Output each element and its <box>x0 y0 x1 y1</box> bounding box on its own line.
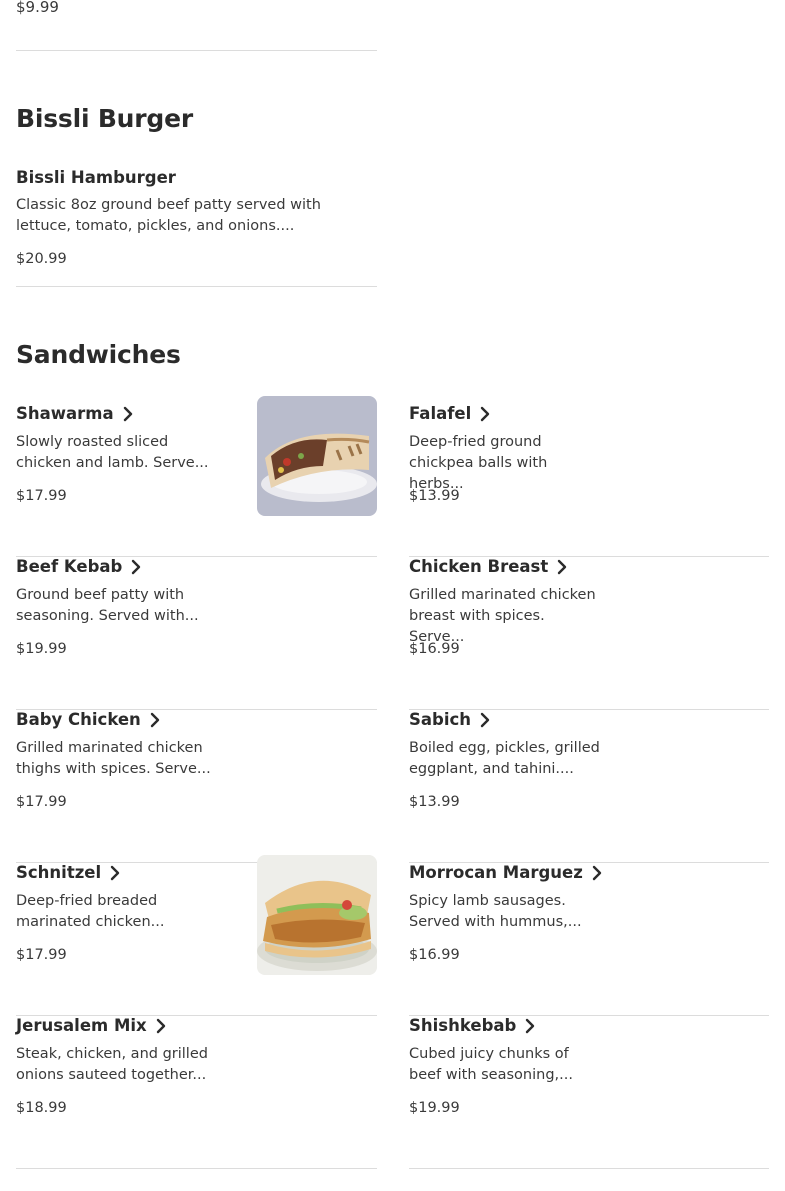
menu-item-description: Ground beef patty with seasoning. Served with... <box>16 587 199 624</box>
menu-item-beef-kebab[interactable] <box>16 557 377 710</box>
menu-item-description: Cubed juicy chunks of beef with seasoning,... <box>409 1046 573 1083</box>
chevron-right-icon <box>155 1018 167 1034</box>
menu-item-price: $17.99 <box>16 794 67 810</box>
menu-item-name-text: Morrocan Marguez <box>409 863 583 882</box>
chevron-right-icon <box>556 559 568 575</box>
menu-item-name <box>16 557 142 576</box>
menu-item-price: $16.99 <box>409 641 460 657</box>
menu-item-description: Steak, chicken, and grilled onions sauteed together... <box>16 1046 208 1083</box>
menu-item-name-text: Jerusalem Mix <box>16 1016 147 1035</box>
menu-item-name-text: Sabich <box>409 710 472 729</box>
menu-item-description: Slowly roasted sliced chicken and lamb. Serve... <box>16 434 209 471</box>
menu-item-name-text: Shishkebab <box>409 1016 517 1035</box>
menu-item-shishkebab[interactable] <box>409 1016 769 1169</box>
menu-item-price: $18.99 <box>16 1100 67 1116</box>
menu-item-schnitzel[interactable] <box>16 863 377 1016</box>
menu-item-morrocan-marguez[interactable] <box>409 863 769 1016</box>
menu-item-name-text: Beef Kebab <box>16 557 123 576</box>
schnitzel-pita-photo[interactable] <box>257 855 377 975</box>
menu-item-description: Grilled marinated chicken breast with spices. Serve... <box>409 587 596 645</box>
menu-item-price: $19.99 <box>16 641 67 657</box>
chevron-right-icon <box>130 559 142 575</box>
menu-item-name <box>409 1016 536 1035</box>
menu-item-name <box>16 1016 167 1035</box>
menu-item-price: $19.99 <box>409 1100 460 1116</box>
menu-item-description: Classic 8oz ground beef patty served with lettuce, tomato, pickles, and onions.... <box>16 197 321 234</box>
menu-item-name <box>16 863 121 882</box>
menu-item-falafel[interactable] <box>409 404 769 557</box>
menu-item-baby-chicken[interactable] <box>16 710 377 863</box>
menu-item-price: $20.99 <box>16 251 67 267</box>
chevron-right-icon <box>524 1018 536 1034</box>
menu-item-price: $13.99 <box>409 488 460 504</box>
menu-item-description: Spicy lamb sausages. Served with hummus,... <box>409 893 582 930</box>
chevron-right-icon <box>109 865 121 881</box>
divider <box>16 50 377 51</box>
menu-item-description: Grilled marinated chicken thighs with spices. Serve... <box>16 740 211 777</box>
menu-item-name-text: Falafel <box>409 404 472 423</box>
menu-item-name <box>409 557 568 576</box>
menu-item-name-text: Chicken Breast <box>409 557 549 576</box>
chevron-right-icon <box>122 406 134 422</box>
menu-item-shawarma[interactable] <box>16 404 377 557</box>
chevron-right-icon <box>149 712 161 728</box>
menu-item-name <box>16 710 161 729</box>
chevron-right-icon <box>479 406 491 422</box>
divider <box>16 286 377 287</box>
menu-item-bissli-hamburger[interactable] <box>16 168 377 287</box>
menu-item-name <box>409 404 491 423</box>
menu-item-price: $13.99 <box>409 794 460 810</box>
divider <box>16 1168 377 1169</box>
menu-item-sabich[interactable] <box>409 710 769 863</box>
menu-item-name <box>16 404 134 423</box>
menu-item-description: Boiled egg, pickles, grilled eggplant, and tahini.... <box>409 740 600 777</box>
section-title-bissli-burger: Bissli Burger <box>16 104 193 133</box>
menu-item-price: $17.99 <box>16 488 67 504</box>
menu-item-name <box>409 863 603 882</box>
menu-item-name <box>409 710 491 729</box>
chevron-right-icon <box>591 865 603 881</box>
menu-item-name-text: Baby Chicken <box>16 710 141 729</box>
menu-item-name: Bissli Hamburger <box>16 168 176 187</box>
menu-item-price: $17.99 <box>16 947 67 963</box>
menu-item-description: Deep-fried ground chickpea balls with herbs... <box>409 434 548 492</box>
menu-item-name-text: Shawarma <box>16 404 114 423</box>
menu-item-chicken-breast[interactable] <box>409 557 769 710</box>
section-title-sandwiches: Sandwiches <box>16 340 181 369</box>
menu-item-jerusalem-mix[interactable] <box>16 1016 377 1169</box>
shawarma-wrap-photo[interactable] <box>257 396 377 516</box>
previous-item-price: $9.99 <box>16 0 59 16</box>
menu-item-name-text: Schnitzel <box>16 863 102 882</box>
menu-item-description: Deep-fried breaded marinated chicken... <box>16 893 165 930</box>
chevron-right-icon <box>479 712 491 728</box>
menu-item-price: $16.99 <box>409 947 460 963</box>
divider <box>409 1168 769 1169</box>
